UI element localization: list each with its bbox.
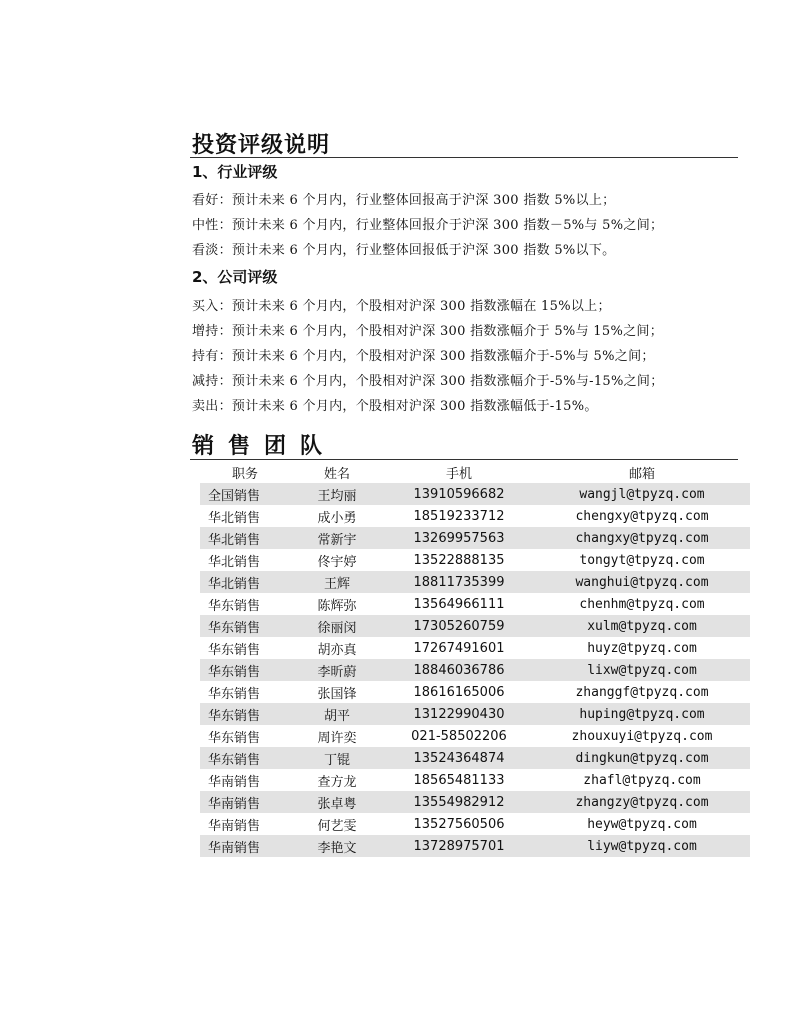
- cell-position: 华南销售: [200, 835, 290, 857]
- cell-email: xulm@tpyzq.com: [534, 615, 750, 637]
- sales-section-title: 销售团队: [192, 434, 337, 459]
- cell-phone: 13564966111: [413, 596, 505, 612]
- industry-rating-line: 看好：预计未来 6 个月内，行业整体回报高于沪深 300 指数 5%以上；: [192, 193, 616, 208]
- cell-email: zhouxuyi@tpyzq.com: [571, 728, 713, 744]
- cell-phone: 18846036786: [384, 659, 534, 681]
- cell-phone: 13910596682: [384, 483, 534, 505]
- industry-rating-heading: 1、行业评级: [192, 163, 278, 181]
- sales-team-table: [200, 462, 750, 857]
- table-row: [200, 505, 750, 527]
- table-row: [200, 769, 750, 791]
- table-row: [200, 571, 750, 593]
- cell-name: 周许奕: [317, 730, 357, 746]
- rating-title-rule: [190, 157, 738, 158]
- cell-name: 王辉: [290, 571, 384, 593]
- cell-position: 华北销售: [200, 527, 290, 549]
- cell-name: 常新宇: [290, 527, 384, 549]
- cell-name: 李昕蔚: [290, 659, 384, 681]
- industry-rating-line: 中性：预计未来 6 个月内，行业整体回报介于沪深 300 指数－5%与 5%之间；: [192, 218, 664, 233]
- company-rating-line: 减持：预计未来 6 个月内，个股相对沪深 300 指数涨幅介于-5%与-15%之间；: [192, 374, 664, 389]
- cell-name: 丁锟: [290, 747, 384, 769]
- company-rating-heading: 2、公司评级: [192, 268, 278, 286]
- cell-position: 全国销售: [200, 483, 290, 505]
- cell-phone: 18519233712: [413, 508, 505, 524]
- table-row: [200, 703, 750, 725]
- table-row: [200, 615, 750, 637]
- cell-email: zhafl@tpyzq.com: [583, 772, 701, 788]
- cell-phone: 13522888135: [413, 552, 505, 568]
- table-row: [200, 637, 750, 659]
- cell-phone: 13122990430: [384, 703, 534, 725]
- table-row: [200, 593, 750, 615]
- cell-phone: 18811735399: [384, 571, 534, 593]
- table-row: [200, 813, 750, 835]
- cell-name: 佟宇婷: [317, 554, 357, 570]
- cell-name: 胡平: [290, 703, 384, 725]
- cell-email: wangjl@tpyzq.com: [534, 483, 750, 505]
- cell-name: 陈辉弥: [317, 598, 357, 614]
- table-row: [200, 791, 750, 813]
- table-row: [200, 549, 750, 571]
- industry-rating-line: 看淡：预计未来 6 个月内，行业整体回报低于沪深 300 指数 5%以下。: [192, 243, 616, 258]
- rating-section-title: 投资评级说明: [192, 133, 331, 158]
- cell-name: 何艺雯: [317, 818, 357, 834]
- cell-position: 华东销售: [200, 703, 290, 725]
- cell-email: changxy@tpyzq.com: [534, 527, 750, 549]
- cell-position: 华东销售: [208, 598, 261, 614]
- cell-phone: 13527560506: [413, 816, 505, 832]
- cell-name: 张国锋: [317, 686, 357, 702]
- table-row: [200, 659, 750, 681]
- cell-email: zhanggf@tpyzq.com: [575, 684, 709, 700]
- cell-phone: 17267491601: [413, 640, 505, 656]
- cell-email: zhangzy@tpyzq.com: [534, 791, 750, 813]
- cell-position: 华南销售: [200, 791, 290, 813]
- cell-position: 华南销售: [208, 774, 261, 790]
- cell-email: heyw@tpyzq.com: [587, 816, 697, 832]
- cell-position: 华北销售: [208, 554, 261, 570]
- cell-name: 徐丽闵: [290, 615, 384, 637]
- column-header-email: 邮箱: [628, 467, 655, 482]
- cell-name: 张卓粤: [290, 791, 384, 813]
- cell-phone: 17305260759: [384, 615, 534, 637]
- cell-phone: 13269957563: [384, 527, 534, 549]
- cell-email: wanghui@tpyzq.com: [534, 571, 750, 593]
- cell-position: 华东销售: [208, 686, 261, 702]
- sales-team-rows: [200, 483, 750, 857]
- cell-email: liyw@tpyzq.com: [534, 835, 750, 857]
- table-row: [200, 681, 750, 703]
- cell-phone: 13524364874: [384, 747, 534, 769]
- cell-position: 华东销售: [200, 615, 290, 637]
- cell-email: lixw@tpyzq.com: [534, 659, 750, 681]
- cell-phone: 18565481133: [413, 772, 505, 788]
- cell-email: dingkun@tpyzq.com: [534, 747, 750, 769]
- table-row: [200, 747, 750, 769]
- cell-phone: 13728975701: [384, 835, 534, 857]
- cell-email: chenhm@tpyzq.com: [579, 596, 705, 612]
- cell-position: 华东销售: [200, 747, 290, 769]
- cell-email: huping@tpyzq.com: [534, 703, 750, 725]
- cell-name: 王均丽: [290, 483, 384, 505]
- cell-phone: 13554982912: [384, 791, 534, 813]
- cell-position: 华北销售: [208, 510, 261, 526]
- table-row: [200, 483, 750, 505]
- sales-title-rule: [190, 459, 738, 460]
- cell-position: 华东销售: [208, 730, 261, 746]
- cell-position: 华东销售: [208, 642, 261, 658]
- column-header-phone: 手机: [445, 467, 472, 482]
- column-header-name: 姓名: [323, 467, 350, 482]
- company-rating-line: 持有：预计未来 6 个月内，个股相对沪深 300 指数涨幅介于-5%与 5%之间；: [192, 349, 655, 364]
- company-rating-line: 卖出：预计未来 6 个月内，个股相对沪深 300 指数涨幅低于-15%。: [192, 399, 598, 414]
- table-header-row: [200, 462, 750, 483]
- cell-phone: 021-58502206: [411, 728, 507, 744]
- cell-position: 华南销售: [208, 818, 261, 834]
- table-row: [200, 725, 750, 747]
- cell-name: 查方龙: [317, 774, 357, 790]
- cell-email: tongyt@tpyzq.com: [579, 552, 705, 568]
- column-header-position: 职务: [231, 467, 258, 482]
- cell-name: 胡亦真: [317, 642, 357, 658]
- cell-position: 华东销售: [200, 659, 290, 681]
- company-rating-line: 买入：预计未来 6 个月内，个股相对沪深 300 指数涨幅在 15%以上；: [192, 299, 611, 314]
- cell-name: 成小勇: [317, 510, 357, 526]
- table-row: [200, 527, 750, 549]
- table-row: [200, 835, 750, 857]
- cell-email: huyz@tpyzq.com: [587, 640, 697, 656]
- company-rating-line: 增持：预计未来 6 个月内，个股相对沪深 300 指数涨幅介于 5%与 15%之间；: [192, 324, 663, 339]
- cell-phone: 18616165006: [413, 684, 505, 700]
- cell-name: 李艳文: [290, 835, 384, 857]
- cell-position: 华北销售: [200, 571, 290, 593]
- cell-email: chengxy@tpyzq.com: [575, 508, 709, 524]
